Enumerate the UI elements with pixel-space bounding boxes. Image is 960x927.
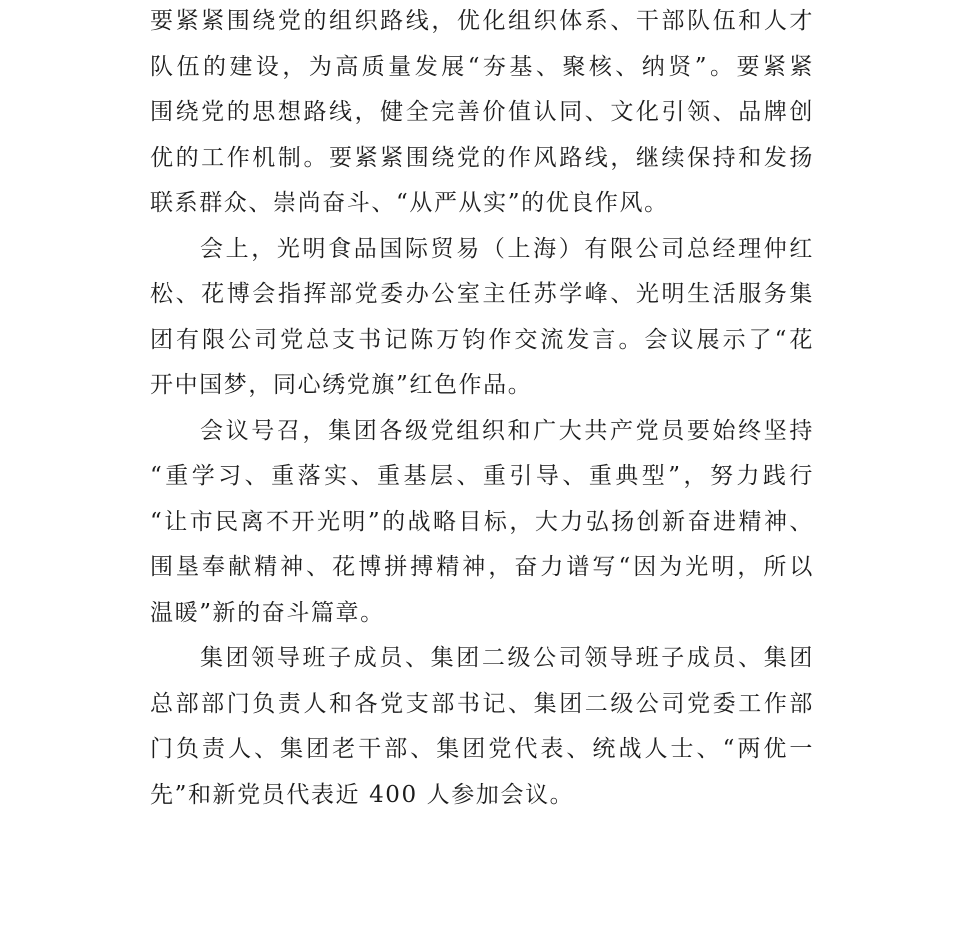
text-line: 围绕党的思想路线，健全完善价值认同、文化引领、品牌创	[150, 99, 814, 125]
text-line: 温暖”新的奋斗篇章。	[150, 599, 385, 626]
text-line: 会议号召，集团各级党组织和广大共产党员要始终坚持	[200, 417, 814, 444]
text-line: 松、花博会指挥部党委办公室主任苏学峰、光明生活服务集	[150, 281, 814, 307]
text-line: 开中国梦，同心绣党旗”红色作品。	[150, 372, 533, 398]
text-line: 总部部门负责人和各党支部书记、集团二级公司党委工作部	[150, 690, 814, 717]
paragraph-exchange-speeches	[150, 227, 814, 409]
paragraph-organization-lines	[150, 0, 814, 227]
text-line: 围垦奉献精神、花博拼搏精神，奋力谱写“因为光明，所以	[150, 554, 814, 580]
article-body	[150, 0, 814, 818]
text-line: 团有限公司党总支书记陈万钧作交流发言。会议展示了“花	[150, 326, 814, 353]
text-line: 先”和新党员代表近 400 人参加会议。	[150, 781, 575, 808]
text-line: 会上，光明食品国际贸易（上海）有限公司总经理仲红	[200, 235, 814, 262]
text-line: 队伍的建设，为高质量发展“夯基、聚核、纳贤”。要紧紧	[150, 53, 814, 80]
text-line: 集团领导班子成员、集团二级公司领导班子成员、集团	[200, 645, 814, 671]
text-line: 门负责人、集团老干部、集团党代表、统战人士、“两优一	[150, 736, 814, 762]
paragraph-meeting-call	[150, 409, 814, 637]
paragraph-attendees	[150, 636, 814, 818]
text-line: “重学习、重落实、重基层、重引导、重典型”，努力践行	[150, 463, 814, 489]
text-line: “让市民离不开光明”的战略目标，大力弘扬创新奋进精神、	[150, 508, 814, 535]
text-line: 联系群众、崇尚奋斗、“从严从实”的优良作风。	[150, 190, 669, 216]
text-line: 要紧紧围绕党的组织路线，优化组织体系、干部队伍和人才	[150, 8, 814, 34]
text-line: 优的工作机制。要紧紧围绕党的作风路线，继续保持和发扬	[150, 144, 814, 171]
